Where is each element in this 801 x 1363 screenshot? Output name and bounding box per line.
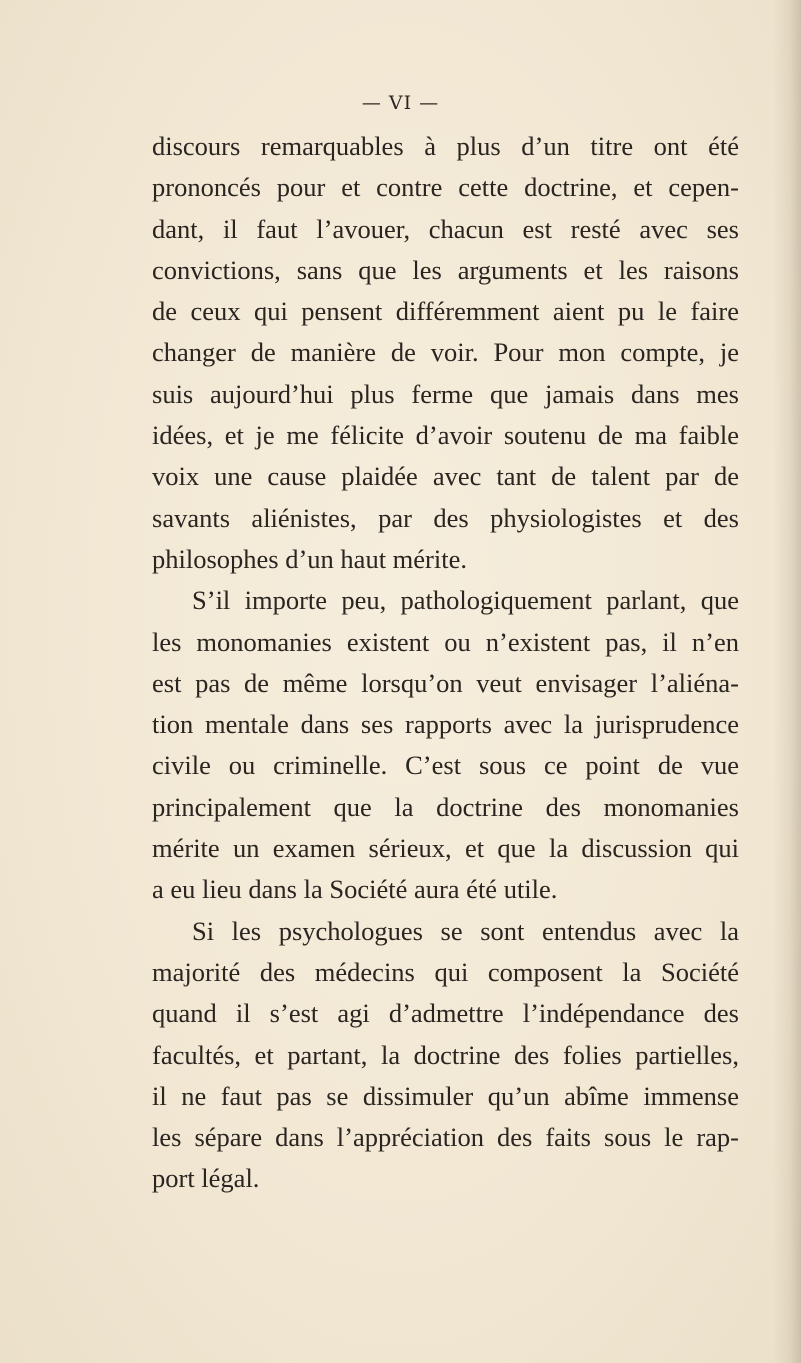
text-line: port légal. [152, 1163, 260, 1194]
text-line: voix une cause plaidée avec tant de talent par de [152, 461, 739, 492]
text-line: de ceux qui pensent différemment aient pu le faire [152, 296, 739, 327]
text-line: tion mentale dans ses rapports avec la jurisprudence [152, 709, 739, 740]
text-line: civile ou criminelle. C’est sous ce point de vue [152, 750, 739, 781]
text-line: suis aujourd’hui plus ferme que jamais dans mes [152, 378, 739, 409]
page-number-header: — VI — [361, 92, 440, 114]
text-line: principalement que la doctrine des monomanies [152, 791, 739, 822]
page-edge-shadow [773, 0, 801, 1363]
body-text [152, 126, 739, 1200]
text-line: dant, il faut l’avouer, chacun est resté avec ses [152, 213, 739, 244]
text-line: il ne faut pas se dissimuler qu’un abîme immense [152, 1080, 739, 1111]
text-line: changer de manière de voir. Pour mon compte, je [152, 337, 739, 368]
text-line: S’il importe peu, pathologiquement parlant, que [192, 585, 739, 616]
text-line: facultés, et partant, la doctrine des folies partielles, [152, 1039, 739, 1070]
text-line: idées, et je me félicite d’avoir soutenu de ma faible [152, 420, 739, 451]
text-line: discours remarquables à plus d’un titre ont été [152, 131, 739, 161]
text-line: les monomanies existent ou n’existent pas, il n’en [152, 626, 739, 657]
text-line: mérite un examen sérieux, et que la discussion qui [152, 833, 739, 864]
paragraph [152, 580, 739, 910]
text-line: a eu lieu dans la Société aura été utile. [152, 874, 558, 905]
text-line: est pas de même lorsqu’on veut envisager l’aliéna- [152, 667, 739, 698]
text-line: les sépare dans l’appréciation des faits sous le rap- [152, 1122, 739, 1153]
text-line: convictions, sans que les arguments et les raisons [152, 254, 739, 285]
text-line: savants aliénistes, par des physiologistes et des [152, 502, 739, 533]
text-line: philosophes d’un haut mérite. [152, 543, 467, 574]
text-line: quand il s’est agi d’admettre l’indépendance des [152, 998, 739, 1029]
text-line: Si les psychologues se sont entendus avec la [192, 915, 739, 946]
text-line: prononcés pour et contre cette doctrine, et cepen- [152, 172, 739, 203]
text-line: majorité des médecins qui composent la Société [152, 956, 739, 987]
paragraph [152, 911, 739, 1200]
paragraph [152, 126, 739, 580]
